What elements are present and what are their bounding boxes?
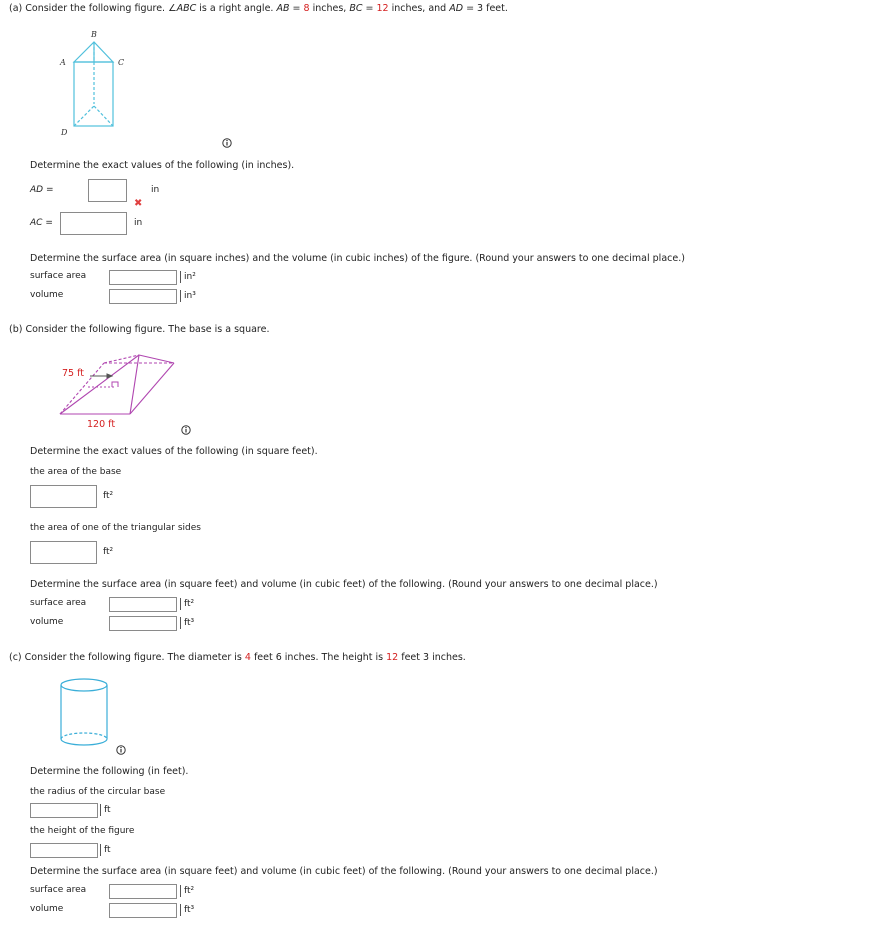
part-c-det-prompt: Determine the following (in feet).: [30, 766, 189, 777]
part-b-exact-prompt: Determine the exact values of the following (in square feet).: [30, 446, 318, 457]
height-unit: ft: [100, 844, 111, 856]
part-a-label: (a): [9, 3, 23, 14]
part-b-volume-input[interactable]: [109, 616, 177, 631]
tri-area-label: the area of one of the triangular sides: [30, 523, 201, 533]
height-value: 12: [386, 652, 399, 663]
pyramid-height-label: 75 ft: [62, 368, 85, 379]
bc-value: 12: [376, 3, 389, 14]
wrong-answer-icon: ✖: [134, 198, 143, 209]
part-a-surface-unit: in²: [180, 271, 196, 283]
part-c-surface-unit: ft²: [180, 885, 194, 897]
pyramid-figure: [58, 350, 178, 420]
base-area-label: the area of the base: [30, 467, 122, 477]
part-c-label: (c): [9, 652, 22, 663]
part-b-sv-prompt: Determine the surface area (in square feet) and volume (in cubic feet) of the following. (Round your answers to one decimal place.): [30, 579, 658, 590]
base-area-unit: ft²: [103, 491, 114, 501]
prism-figure: [55, 28, 125, 138]
part-a-exact-prompt: Determine the exact values of the following (in inches).: [30, 160, 295, 171]
ac-input[interactable]: [60, 212, 127, 235]
info-icon[interactable]: [116, 745, 126, 755]
vertex-a-label: A: [60, 58, 66, 67]
part-c-surface-label: surface area: [30, 885, 87, 895]
info-icon[interactable]: [222, 138, 232, 148]
part-a-surface-label: surface area: [30, 271, 87, 281]
radius-input[interactable]: [30, 803, 98, 818]
base-area-input[interactable]: [30, 485, 97, 508]
part-b-surface-label: surface area: [30, 598, 87, 608]
radius-label: the radius of the circular base: [30, 787, 166, 797]
part-a-sv-prompt: Determine the surface area (in square inches) and the volume (in cubic inches) of the figure. (Round your answers to one decimal place.): [30, 253, 685, 264]
part-b-surface-input[interactable]: [109, 597, 177, 612]
ad-unit: in: [151, 185, 160, 195]
tri-area-input[interactable]: [30, 541, 97, 564]
ab-value: 8: [303, 3, 310, 14]
part-a-prompt: (a) Consider the following figure. ∠ABC is a right angle. AB = 8 inches, BC = 12 inches, and AD = 3 feet.: [9, 3, 508, 14]
cylinder-figure: [58, 676, 112, 748]
part-c-volume-input[interactable]: [109, 903, 177, 918]
part-b-label: (b): [9, 324, 23, 335]
vertex-b-label: B: [91, 30, 97, 39]
part-c-volume-label: volume: [30, 904, 64, 914]
ac-unit: in: [134, 218, 143, 228]
part-c-prompt: (c) Consider the following figure. The diameter is 4 feet 6 inches. The height is 12 feet 3 inches.: [9, 652, 466, 663]
part-c-surface-input[interactable]: [109, 884, 177, 899]
height-input[interactable]: [30, 843, 98, 858]
ad-label: AD =: [30, 185, 54, 195]
part-a-surface-input[interactable]: [109, 270, 177, 285]
pyramid-base-label: 120 ft: [87, 419, 116, 430]
radius-unit: ft: [100, 804, 111, 816]
part-b-volume-unit: ft³: [180, 617, 194, 629]
ad-input[interactable]: [88, 179, 127, 202]
part-a-volume-unit: in³: [180, 290, 196, 302]
ac-label: AC =: [30, 218, 53, 228]
part-a-volume-input[interactable]: [109, 289, 177, 304]
part-b-prompt: (b) Consider the following figure. The base is a square.: [9, 324, 270, 335]
part-a-volume-label: volume: [30, 290, 64, 300]
vertex-c-label: C: [118, 58, 125, 67]
vertex-d-label: D: [61, 128, 68, 137]
part-c-volume-unit: ft³: [180, 904, 194, 916]
tri-area-unit: ft²: [103, 547, 114, 557]
info-icon[interactable]: [181, 425, 191, 435]
part-b-surface-unit: ft²: [180, 598, 194, 610]
part-b-volume-label: volume: [30, 617, 64, 627]
part-c-sv-prompt: Determine the surface area (in square feet) and volume (in cubic feet) of the following. (Round your answers to one decimal place.): [30, 866, 658, 877]
height-label: the height of the figure: [30, 826, 135, 836]
diameter-value: 4: [244, 652, 251, 663]
